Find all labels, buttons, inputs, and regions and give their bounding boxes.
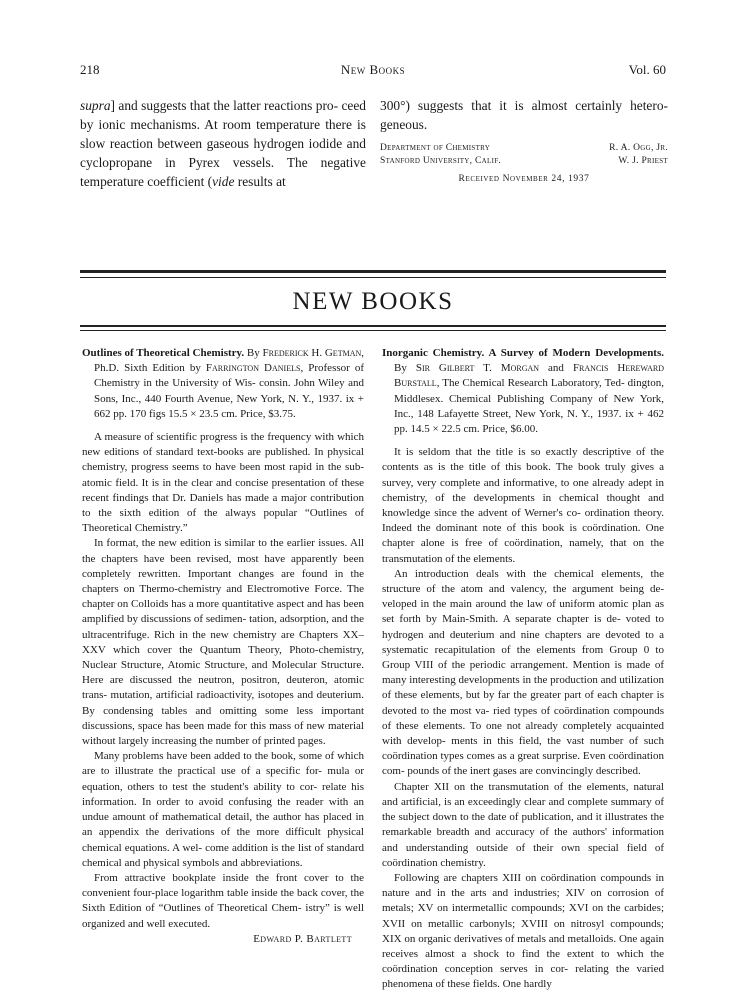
review-paragraph: Chapter XII on the transmutation of the elements, natural and artificial, is an exceedingly clear and complete summary of the subject down to the date of publication, and it illustrates the remarkable breadth and accuracy of the authors' information and understanding outside of their own special field of coördination chemistry. [382,780,664,869]
author-name: R. A. Ogg, Jr. [609,143,668,153]
top-left-column [80,96,366,191]
review-column-left [82,346,364,947]
page-header [80,62,666,80]
top-right-column [380,96,668,189]
book-citation: Inorganic Chemistry. A Survey of Modern Developments. By Sir Gilbert T. Morgan and Francis Hereward Burstall, The Chemical Research Laboratory, Ted- dington, Middlesex. Chemical Publishing Company of New York, Inc., 148 Lafayette Street, New York, N. Y., 1937. ix + 462 pp. 14.5 × 22.5 cm. Price, $6.00. [382,347,664,436]
top-left-text: supra] and suggests that the latter reactions pro- ceed by ionic mechanisms. At room temperature there is slow reaction between gaseous hydrogen iodide and cyclopropane in Pyrex vessels. The negative temperature coefficient (vide results at [80,98,366,189]
review-paragraph: In format, the new edition is similar to the earlier issues. All the chapters have been revised, most have apparently been completely rewritten. Important changes are found in the chapters on Thermo-chemistry and Electromotive Force. The chapter on Colloids has a more quantitative aspect and has been amplified by discussions of sedimen- tation, adsorption, and the ultracentrifuge. Rich in the new chemistry are Chapters XX–XXV which cover the Quantum Theory, Photo-chemistry, Nuclear Structure, Atomic Structure, and Molecular Structure. Here are discussed the neutron, positron, deuteron, atomic trans- mutation, artificial radioactivity, isotopes and deuterium. By condensing tables and omitting some less important discussions, space has been made for this mass of new material without largely increasing the number of printed pages. [82,537,364,748]
author-signature [380,142,668,168]
section-title: NEW BOOKS [292,288,454,315]
author-name: W. J. Priest [618,156,668,166]
review-paragraph: Following are chapters XIII on coördination compounds in nature and in the arts and industries; XIV on corrosion of metals; XV on intermetallic compounds; XVI on the carbides; XVII on metallic carbonyls; XVIII on nitrosyl compounds; XIX on organic derivatives of metals and metalloids. One again receives almost a shock to find the extent to which the coördination conception serves in cor- relating the varied phenomena of these fields. One hardly [382,871,664,991]
book-citation: Outlines of Theoretical Chemistry. By Frederick H. Getman, Ph.D. Sixth Edition by Farrington Daniels, Professor of Chemistry in the University of Wis- consin. John Wiley and Sons, Inc., 440 Fourth Avenue, New York, N. Y., 1937. ix + 662 pp. 170 figs 15.5 × 23.5 cm. Price, $3.75. [82,347,365,420]
received-date: Received November 24, 1937 [458,174,590,184]
section-rule [80,330,666,331]
running-head: New Books [340,62,406,77]
department-line: Department of Chemistry [380,143,491,153]
review-paragraph: An introduction deals with the chemical elements, the structure of the atom and valency, the argument being de- veloped in the main around the law of uniform atomic plan as set forth by Main-Smith. A separate chapter is de- voted to hydrogen and deuterium and nine chapters are devoted to a systematic recapitulation of the elements from Group 0 to Group VIII of the periodic arrangement. Mention is made of many interesting developments in the production and utilization of these elements, but by far the greater part of each chapter is devoted to the most va- ried types of coördination compounds of these elements. To one not already completely acquainted with develop- ments in this field, the vast number of such coördination types comes as a great surprise. Even coördination com- pounds of the inert gases are convincingly described. [382,567,664,778]
page-number: 218 [80,62,100,77]
review-paragraph: Many problems have been added to the book, some of which are to illustrate the practical use of a specific for- mula or equation, others to test the student's ability to cor- relate his information. In order to avoid confusing the reader with an undue amount of mathematical detail, the author has placed in an appendix the derivations of the more difficult physical chemical equations. A wel- come addition is the list of standard chemical and physical symbols and abbreviations. [82,750,364,869]
university-line: Stanford University, Calif. [380,156,502,166]
reviewer-name: Edward P. Bartlett [253,932,352,945]
review-column-right [382,346,664,993]
volume-label: Vol. 60 [628,62,666,77]
section-rule [80,325,666,327]
section-rule [80,277,666,278]
review-paragraph: It is seldom that the title is so exactly descriptive of the contents as is the title of this book. The book truly gives a survey, very complete and informative, to one already adept in chemistry, of the developments in chemical thought and knowledge since the advent of Werner's co- ordination theory. Indeed the dominant note of this book is coördination. One chapter alone is free of coördination, namely, that on the transmutation of the elements. [382,446,664,565]
section-rule [80,270,666,273]
top-right-text: 300°) suggests that it is almost certainly hetero- geneous. [380,98,668,132]
review-paragraph: From attractive bookplate inside the front cover to the convenient four-place logarithm table inside the back cover, the Sixth Edition of “Outlines of Theoretical Chem- istry” is well organized and well executed. [82,871,364,930]
review-paragraph: A measure of scientific progress is the frequency with which new editions of standard text-books are published. In physical chemistry, progress seems to have been most rapid in the sub-atomic field. It is in the clear and concise presentation of these recent findings that Dr. Daniels has made a major contribution to the sixth edition of the always popular “Outlines of Theoretical Chemistry.” [82,431,364,535]
